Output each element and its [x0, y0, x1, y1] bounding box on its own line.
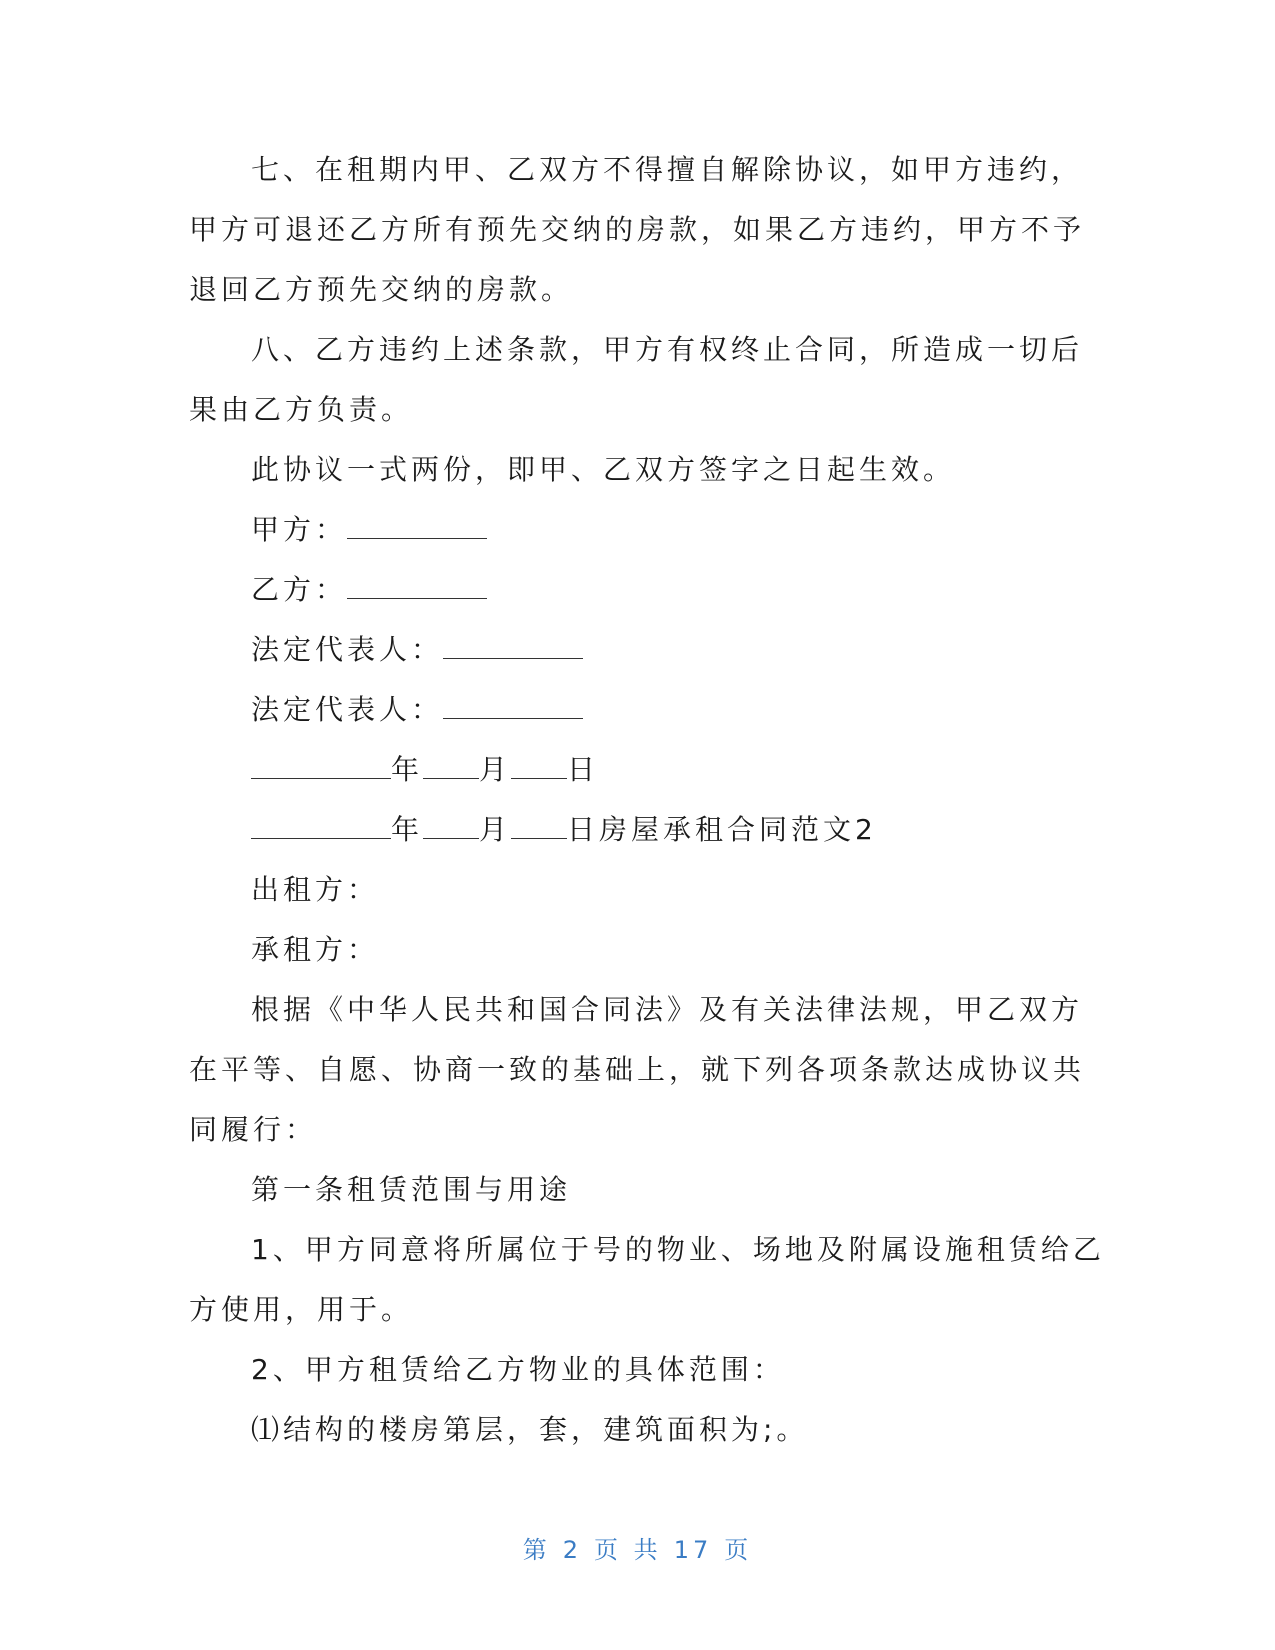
- total-pages: 17: [673, 1536, 713, 1564]
- intro-line-2: 在平等、自愿、协商一致的基础上，就下列各项条款达成协议共: [189, 1053, 1086, 1086]
- party-b-blank: [347, 564, 487, 599]
- item-1-line-1: 1、甲方同意将所属位于号的物业、场地及附属设施租赁给乙: [251, 1233, 1105, 1266]
- document-body: [189, 140, 1105, 1460]
- date-line-1: [189, 740, 1089, 800]
- party-b-label: 乙方：: [251, 573, 348, 606]
- clause-7-line-1: 七、在租期内甲、乙双方不得擅自解除协议，如甲方违约，: [251, 153, 1084, 186]
- year-blank: [251, 744, 391, 779]
- lessee-label: 承租方：: [251, 933, 380, 966]
- year-blank-2: [251, 804, 391, 839]
- item-1-line-2: 方使用，用于。: [189, 1293, 414, 1326]
- party-a-label: 甲方：: [251, 513, 348, 546]
- legal-rep-1-label: 法定代表人：: [251, 633, 444, 666]
- clause-7-line-3: 退回乙方预先交纳的房款。: [189, 273, 574, 306]
- clause-8-line-2: 果由乙方负责。: [189, 393, 414, 426]
- year-label: 年: [391, 753, 424, 786]
- legal-rep-1-blank: [443, 624, 583, 659]
- year-label-2: 年: [391, 813, 424, 846]
- contract-title-suffix: 日房屋承租合同范文2: [567, 813, 877, 846]
- party-a-signature: [189, 500, 1089, 560]
- page-prefix: 第: [522, 1536, 551, 1564]
- article-1-heading: 第一条租赁范围与用途: [251, 1173, 572, 1206]
- day-blank: [511, 744, 567, 779]
- intro-line-3: 同履行：: [189, 1113, 318, 1146]
- date-line-2: [189, 800, 1089, 860]
- clause-8-line-1: 八、乙方违约上述条款，甲方有权终止合同，所造成一切后: [251, 333, 1084, 366]
- day-label: 日: [567, 753, 600, 786]
- page-suffix: 页: [724, 1536, 753, 1564]
- party-b-signature: [189, 560, 1089, 620]
- legal-rep-2-signature: [189, 680, 1089, 740]
- legal-rep-1-signature: [189, 620, 1089, 680]
- month-blank-2: [423, 804, 479, 839]
- item-2-sub-1: ⑴结构的楼房第层，套，建筑面积为;。: [251, 1413, 809, 1446]
- month-label-2: 月: [479, 813, 512, 846]
- current-page: 2: [562, 1536, 583, 1564]
- effect-clause: 此协议一式两份，即甲、乙双方签字之日起生效。: [251, 453, 956, 486]
- party-a-blank: [347, 504, 487, 539]
- legal-rep-2-blank: [443, 684, 583, 719]
- day-blank-2: [511, 804, 567, 839]
- page-mid: 页 共: [594, 1536, 662, 1564]
- intro-line-1: 根据《中华人民共和国合同法》及有关法律法规，甲乙双方: [251, 993, 1084, 1026]
- clause-7-line-2: 甲方可退还乙方所有预先交纳的房款，如果乙方违约，甲方不予: [189, 213, 1086, 246]
- legal-rep-2-label: 法定代表人：: [251, 693, 444, 726]
- item-2: 2、甲方租赁给乙方物业的具体范围：: [251, 1353, 785, 1386]
- lessor-label: 出租方：: [251, 873, 380, 906]
- month-label: 月: [479, 753, 512, 786]
- month-blank: [423, 744, 479, 779]
- page-number-footer: [0, 1530, 1275, 1565]
